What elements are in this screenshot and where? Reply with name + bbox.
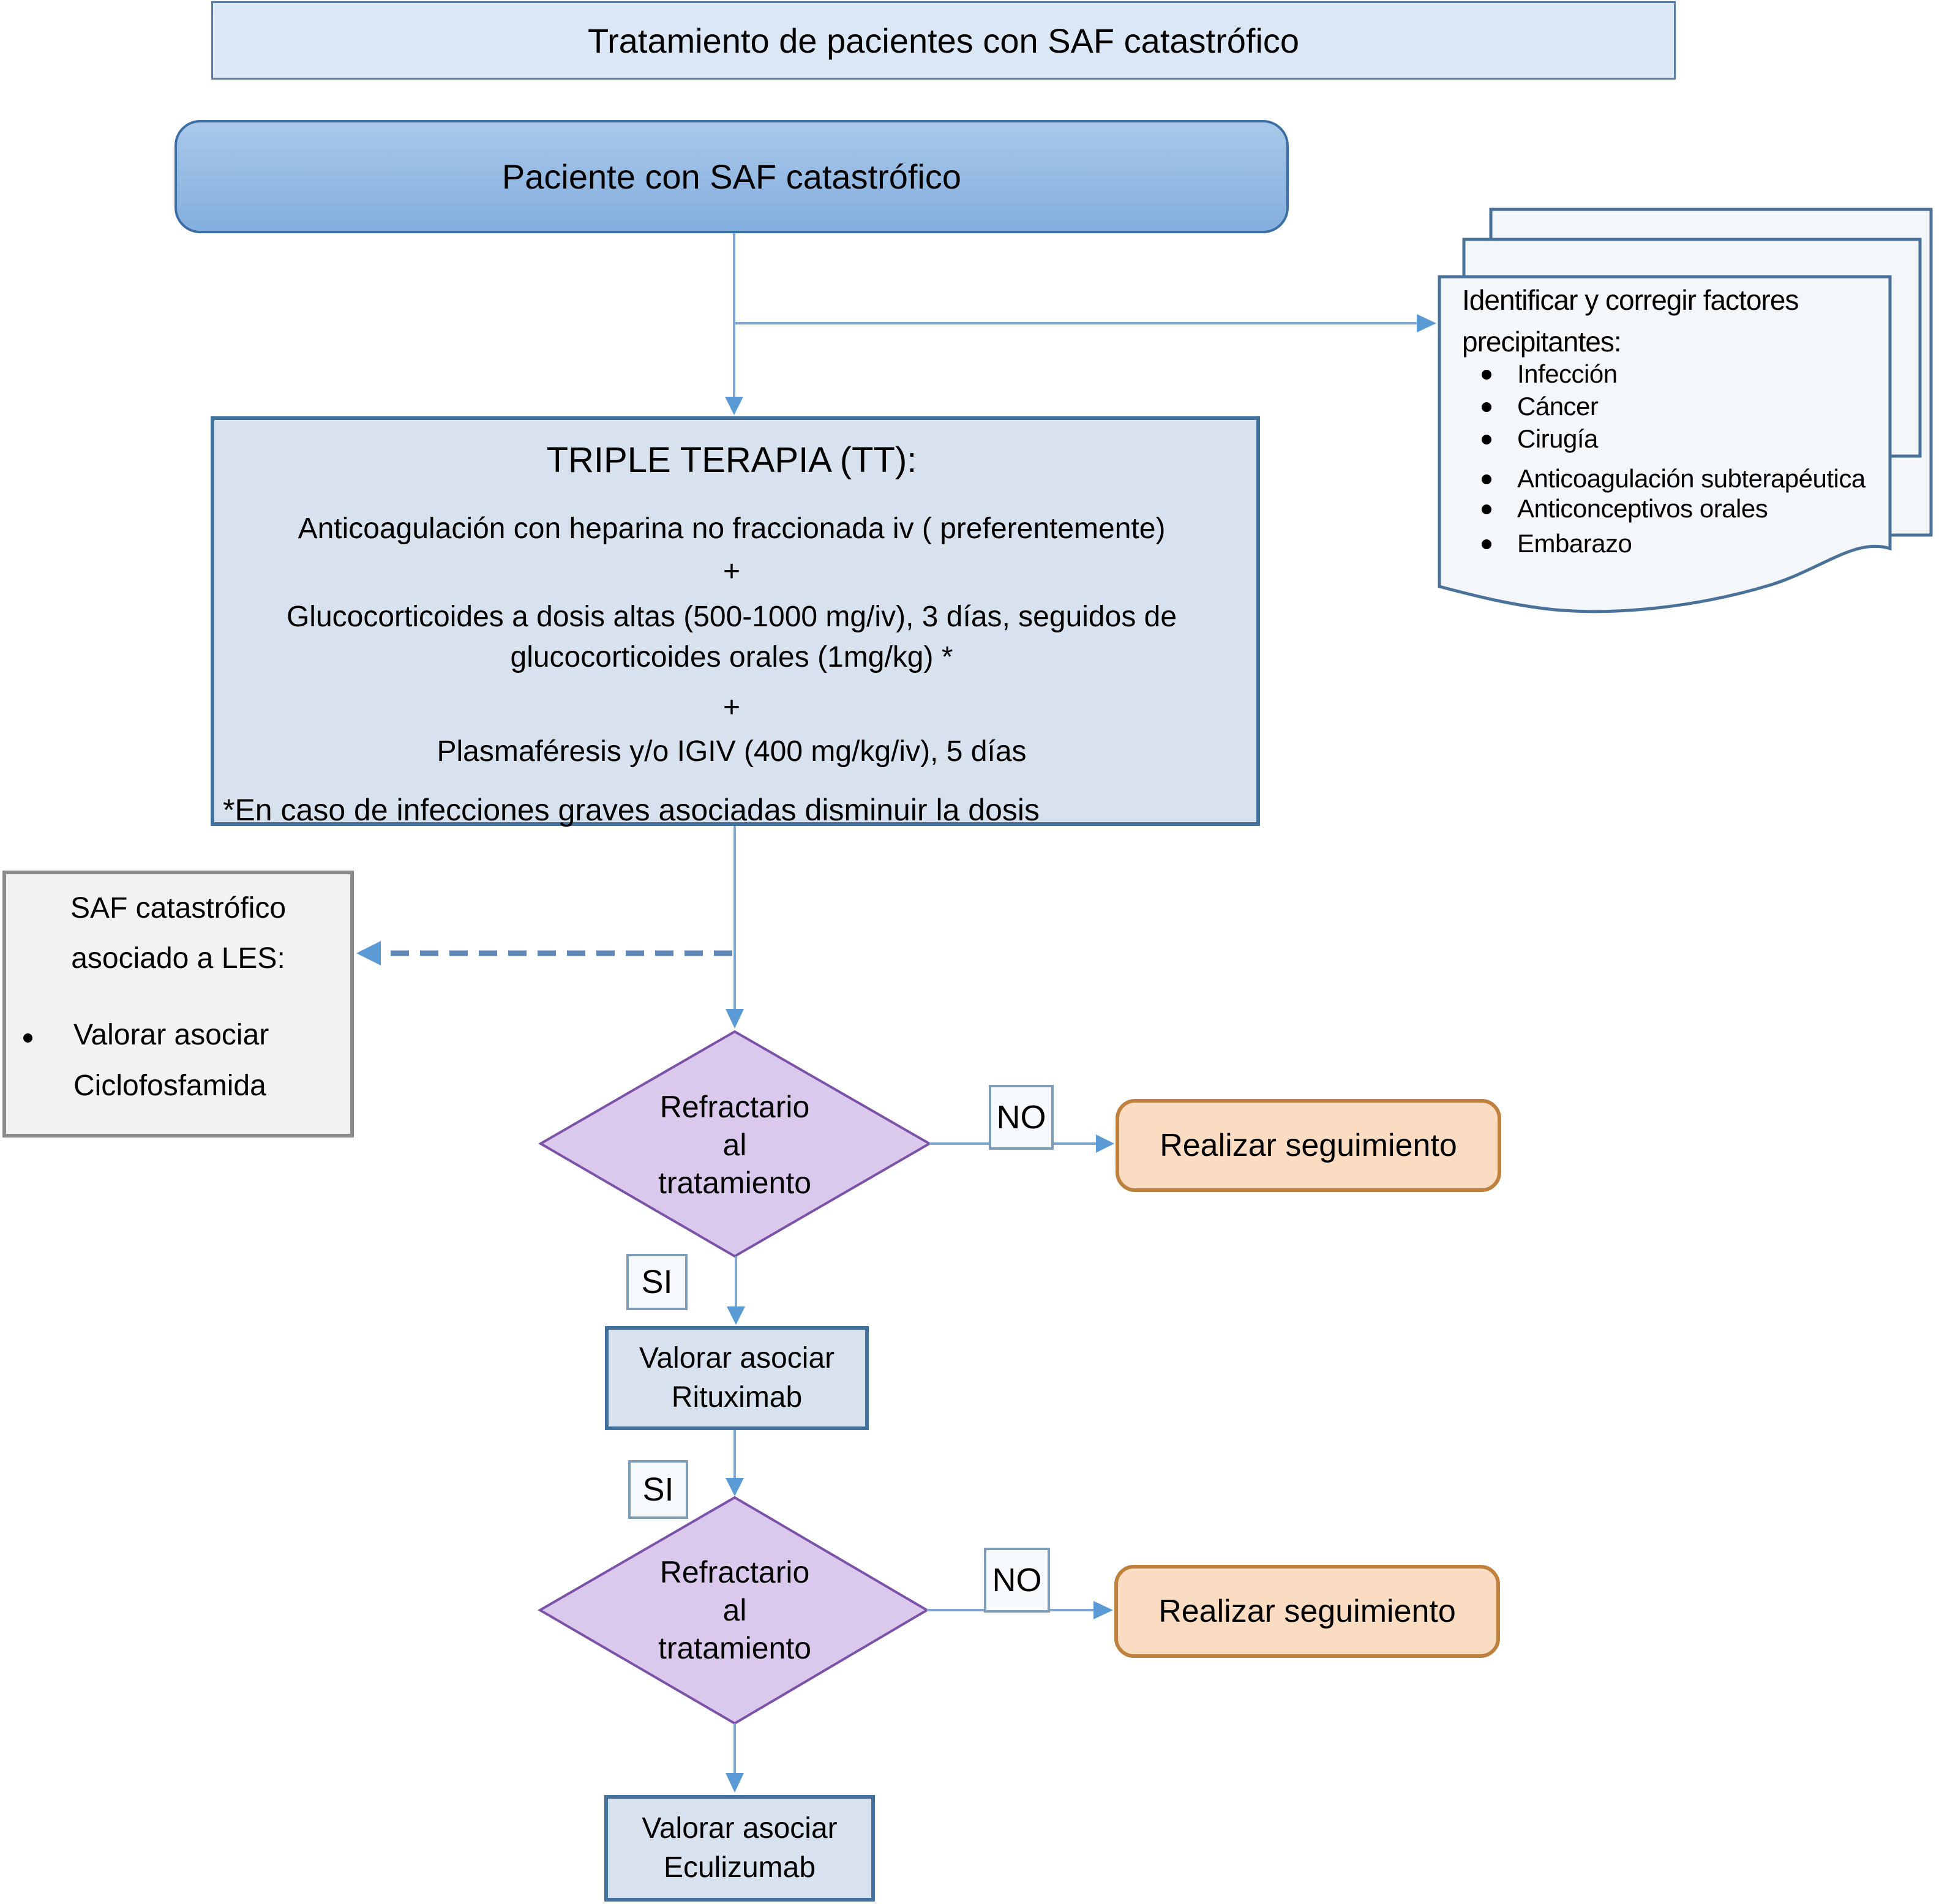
connector-triple-decision1-arrowhead [726, 1009, 744, 1029]
connector-decision1-rituximab-arrowhead [727, 1306, 745, 1325]
connector-decision2-followup2-arrowhead [1093, 1601, 1113, 1619]
no-label-1 [989, 1085, 1054, 1150]
decision1-line1: Refractario [659, 1090, 810, 1124]
bullet-dot [23, 1033, 32, 1043]
page-title: Tratamiento de pacientes con SAF catastrófico [587, 21, 1300, 60]
connector-decision1-followup1-arrowhead [1096, 1134, 1114, 1153]
factors-item-anticoagulacion: Anticoagulación subterapéutica [1517, 464, 1866, 493]
no-label-2 [984, 1548, 1050, 1613]
connector-rituximab-decision2-arrowhead [726, 1478, 744, 1496]
connector-patient-factors-arrowhead [1417, 314, 1436, 332]
patient-node [174, 120, 1289, 233]
eculizumab-node [604, 1795, 875, 1902]
factors-item-anticonceptivos: Anticonceptivos orales [1517, 494, 1768, 523]
decision1-label [540, 1088, 929, 1202]
connector-decision2-eculizumab-arrowhead [726, 1773, 744, 1793]
triple-therapy-plus1: + [722, 555, 741, 588]
si-label-1-text: SI [641, 1264, 673, 1300]
decision2-label [540, 1553, 929, 1667]
si-label-2 [628, 1460, 688, 1519]
triple-therapy-line1: Anticoagulación con heparina no fraccionada iv ( preferentemente) [298, 512, 1166, 545]
triple-therapy-line2a: Glucocorticoides a dosis altas (500-1000 mg/iv), 3 días, seguidos de [286, 601, 1177, 633]
followup-node-1 [1116, 1099, 1501, 1192]
bullet-dot [1482, 539, 1491, 549]
factors-item-embarazo: Embarazo [1517, 529, 1632, 558]
decision1-line2: al [722, 1128, 747, 1162]
les-heading-line2: asociado a LES: [71, 942, 285, 975]
title-banner [211, 1, 1676, 80]
bullet-dot [1482, 435, 1491, 444]
bullet-dot [1482, 474, 1491, 484]
eculizumab-node-line2: Eculizumab [663, 1851, 816, 1884]
les-bullet-line1: Valorar asociar [73, 1019, 269, 1051]
rituximab-node-line1: Valorar asociar [639, 1342, 835, 1374]
bullet-dot [1482, 402, 1491, 412]
patient-node-label: Paciente con SAF catastrófico [501, 157, 962, 196]
decision2-line3: tratamiento [658, 1631, 812, 1665]
connector-patient-triple-arrowhead [725, 397, 743, 415]
decision2-line2: al [722, 1593, 747, 1627]
factors-item-cancer: Cáncer [1517, 392, 1599, 421]
no-label-2-text: NO [992, 1562, 1042, 1599]
rituximab-node-line2: Rituximab [671, 1381, 803, 1414]
followup-node-1-label: Realizar seguimiento [1160, 1128, 1457, 1163]
decision1-line3: tratamiento [658, 1166, 812, 1200]
triple-therapy-line2b: glucocorticoides orales (1mg/kg) * [510, 641, 953, 673]
les-heading-line1: SAF catastrófico [70, 892, 287, 924]
triple-therapy-footnote: *En caso de infecciones graves asociadas disminuir la dosis [223, 793, 1040, 827]
connector-les-dashed-arrowhead [356, 941, 381, 965]
triple-therapy-title: TRIPLE TERAPIA (TT): [546, 440, 917, 480]
no-label-1-text: NO [996, 1099, 1046, 1136]
bullet-dot [1482, 370, 1491, 380]
factors-item-cirugia: Cirugía [1517, 424, 1598, 453]
factors-heading-line1: Identificar y corregir factores [1462, 284, 1799, 316]
bullet-dot [1482, 504, 1491, 514]
followup-node-2 [1114, 1565, 1500, 1658]
si-label-1 [626, 1254, 688, 1310]
si-label-2-text: SI [642, 1471, 674, 1508]
eculizumab-node-line1: Valorar asociar [642, 1812, 838, 1845]
triple-therapy-line3: Plasmaféresis y/o IGIV (400 mg/kg/iv), 5 días [437, 735, 1027, 768]
decision2-line1: Refractario [659, 1555, 810, 1589]
followup-node-2-label: Realizar seguimiento [1158, 1594, 1456, 1629]
factors-heading-line2: precipitantes: [1462, 326, 1621, 358]
factors-item-infeccion: Infección [1517, 359, 1618, 388]
les-bullet-line2: Ciclofosfamida [73, 1070, 266, 1102]
triple-therapy-plus2: + [722, 691, 741, 724]
rituximab-node [605, 1326, 869, 1430]
